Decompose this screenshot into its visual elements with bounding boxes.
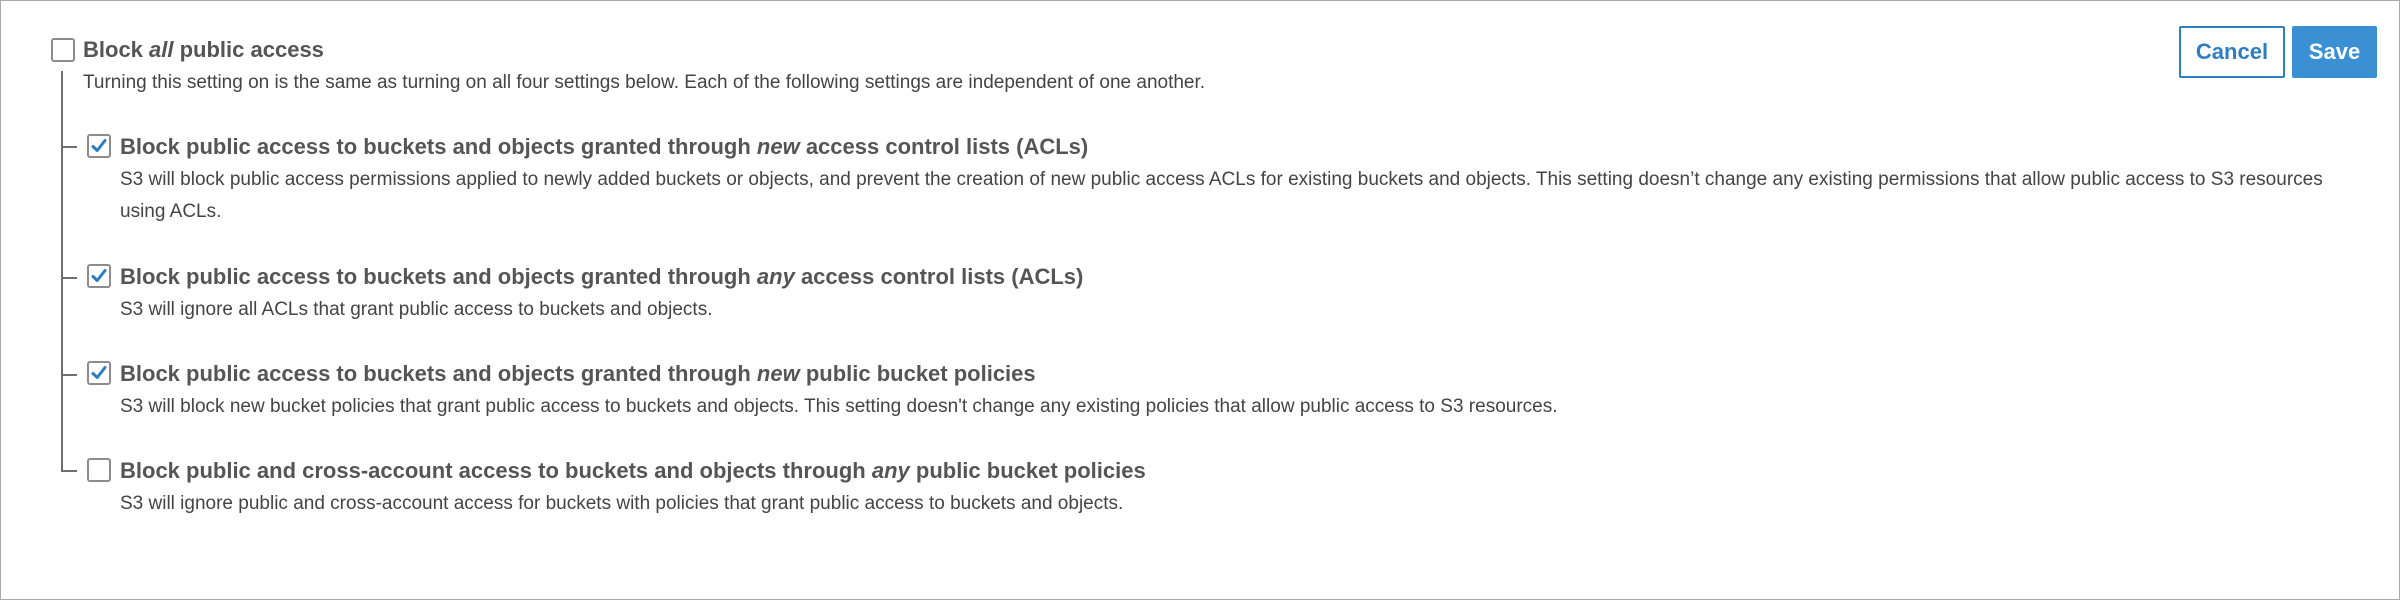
checkmark-icon [90, 364, 108, 382]
new-policies-description: S3 will block new bucket policies that grant public access to buckets and objects. This setting doesn't change any existing policies that allow public access to S3 resources. [120, 396, 1558, 417]
checkmark-icon [90, 137, 108, 155]
new-acls-description: S3 will block public access permissions applied to newly added buckets or objects, and prevent the creation of new public access ACLs for existing buckets and objects. This setting doesn’t change any existing permissions that allow public access to S3 resources using ACLs. [120, 169, 2323, 222]
any-acls-title: Block public access to buckets and objects granted through any access control lists (ACLs) [120, 264, 1084, 289]
cancel-button[interactable]: Cancel [2179, 26, 2285, 78]
checkmark-icon [90, 267, 108, 285]
cross-account-policies-description: S3 will ignore public and cross-account access for buckets with policies that grant public access to buckets and objects. [120, 493, 1124, 514]
tree-connector-branch [61, 146, 77, 148]
tree-connector-branch [61, 374, 77, 376]
any-acls-checkbox[interactable] [87, 264, 111, 288]
tree-connector-vertical [61, 71, 63, 471]
tree-connector-branch [61, 277, 77, 279]
save-button[interactable]: Save [2292, 26, 2377, 78]
new-policies-checkbox[interactable] [87, 361, 111, 385]
tree-connector-branch [61, 470, 77, 472]
block-all-description: Turning this setting on is the same as turning on all four settings below. Each of the following settings are independent of one another. [83, 72, 1206, 93]
new-policies-title: Block public access to buckets and objects granted through new public bucket policies [120, 361, 1036, 386]
cross-account-policies-title: Block public and cross-account access to buckets and objects through any public bucket policies [120, 458, 1146, 483]
block-all-title: Block all public access [83, 37, 324, 62]
block-all-checkbox[interactable] [51, 38, 75, 62]
any-acls-description: S3 will ignore all ACLs that grant public access to buckets and objects. [120, 299, 713, 320]
new-acls-checkbox[interactable] [87, 134, 111, 158]
new-acls-title: Block public access to buckets and objects granted through new access control lists (ACLs) [120, 134, 1089, 159]
cross-account-policies-checkbox[interactable] [87, 458, 111, 482]
